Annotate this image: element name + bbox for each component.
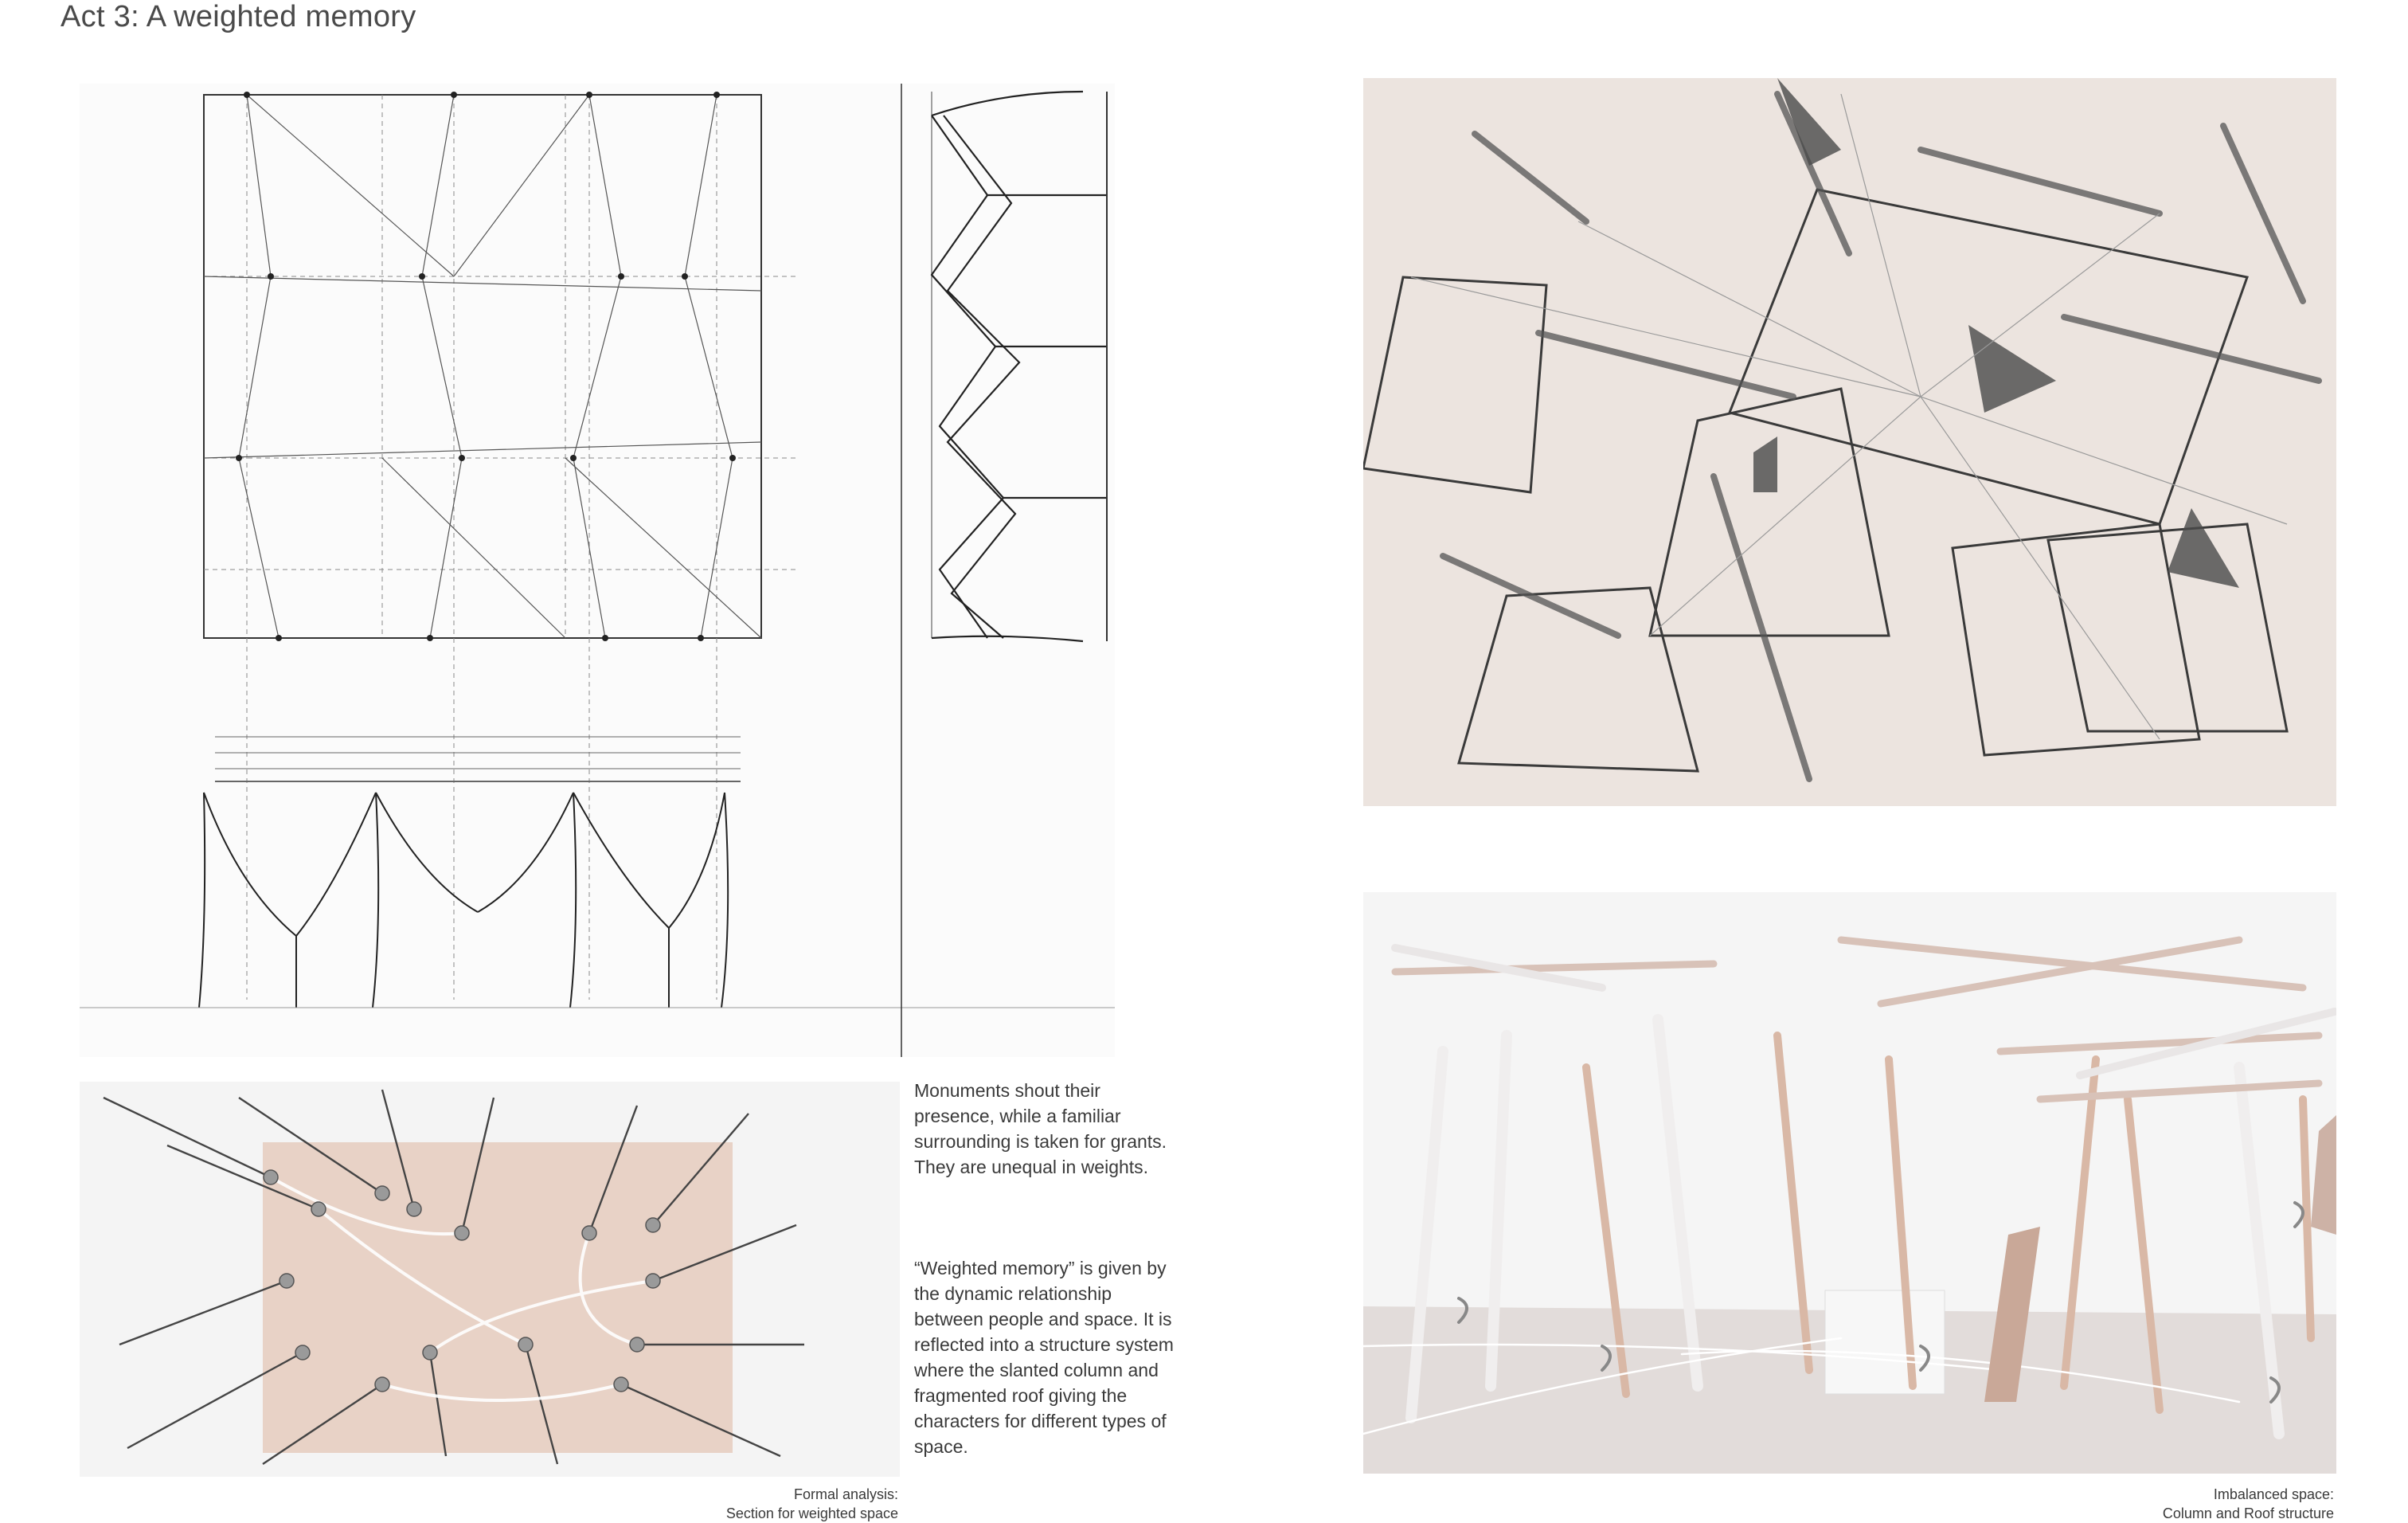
page-title: Act 3: A weighted memory	[61, 0, 416, 33]
technical-drawing	[80, 84, 1115, 1057]
model-perspective-svg	[1363, 892, 2336, 1474]
drawing-svg	[80, 84, 1115, 1057]
paragraph-weighted-memory: “Weighted memory” is given by the dynamic relationship between people and space. It is reflected into a structure system where the slanted column and fragmented roof giving the characters for different types of space.	[914, 1258, 1174, 1457]
model-top-svg	[80, 1082, 900, 1477]
caption-formal-analysis	[580, 1485, 898, 1523]
paragraph-monuments: Monuments shout their presence, while a familiar surrounding is taken for grants. They are unequal in weights.	[914, 1080, 1167, 1177]
model-plan-photo	[1363, 78, 2336, 806]
model-top-view	[80, 1082, 900, 1477]
caption-left-line1: Formal analysis:	[793, 1486, 898, 1502]
caption-right-line2: Column and Roof structure	[2162, 1505, 2334, 1521]
caption-left-line2: Section for weighted space	[725, 1505, 898, 1521]
caption-imbalanced-space	[2015, 1485, 2334, 1523]
caption-right-line1: Imbalanced space:	[2213, 1486, 2334, 1502]
model-perspective-photo	[1363, 892, 2336, 1474]
model-plan-svg	[1363, 78, 2336, 806]
